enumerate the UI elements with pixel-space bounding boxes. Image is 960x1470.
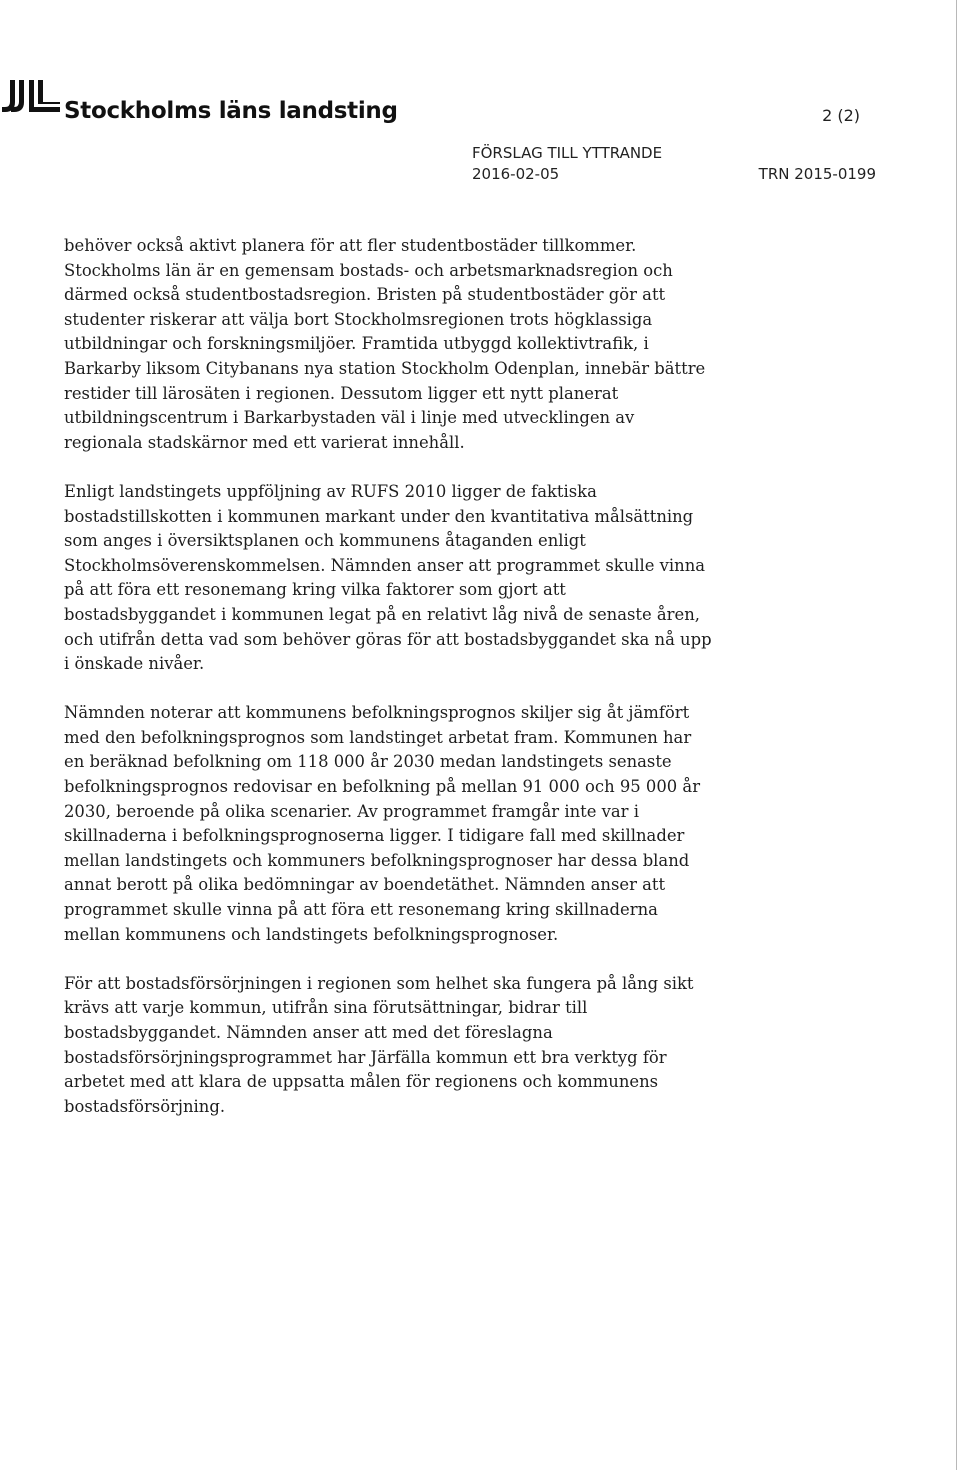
document-body <box>64 234 714 1144</box>
page-edge-line <box>956 0 957 1470</box>
page-number: 2 (2) <box>822 106 860 125</box>
paragraph: Enligt landstingets uppföljning av RUFS 2010 ligger de faktiska bostadstillskotten i kommunen markant under den kvantitativa målsättning som anges i översiktsplanen och kommunens åtaganden enligt Stockholmsöverenskommelsen. Nämnden anser att programmet skulle vinna på att föra ett resonemang kring vilka faktorer som gjort att bostadsbyggandet i kommunen legat på en relativt låg nivå de senaste åren, och utifrån detta vad som behöver göras för att bostadsbyggandet ska nå upp i önskade nivåer. <box>64 481 712 674</box>
paragraph: Nämnden noterar att kommunens befolkningsprognos skiljer sig åt jämfört med den befolkningsprognos som landstinget arbetat fram. Kommunen har en beräknad befolkning om 118 000 år 2030 medan landstingets senaste befolkningsprognos redovisar en befolkning på mellan 91 000 och 95 000 år 2030, beroende på olika scenarier. Av programmet framgår inte var i skillnaderna i befolkningsprognoserna ligger. I tidigare fall med skillnader mellan landstingets och kommuners befolkningsprognoser har dessa bland annat berott på olika bedömningar av boendetäthet. Nämnden anser att programmet skulle vinna på att föra ett resonemang kring skillnaderna mellan kommunens och landstingets befolkningsprognoser. <box>64 703 701 944</box>
paragraph: För att bostadsförsörjningen i regionen som helhet ska fungera på lång sikt krävs att varje kommun, utifrån sina förutsättningar, bidrar till bostadsbyggandet. Nämnden anser att med det föreslagna bostadsförsörjningsprogrammet har Järfälla kommun ett bra verktyg för arbetet med att klara de uppsatta målen för regionens och kommunens bostadsförsörjning. <box>64 973 694 1116</box>
sll-jl-logo-icon <box>2 78 60 114</box>
document-type: FÖRSLAG TILL YTTRANDE <box>472 144 663 162</box>
paragraph: behöver också aktivt planera för att fler studentbostäder tillkommer. Stockholms län är en gemensam bostads- och arbetsmarknadsregion och därmed också studentbostadsregion. Bristen på studentbostäder gör att studenter riskerar att välja bort Stockholmsregionen trots högklassiga utbildningar och forskningsmiljöer. Framtida utbyggd kollektivtrafik, i Barkarby liksom Citybanans nya station Stockholm Odenplan, innebär bättre restider till lärosäten i regionen. Dessutom ligger ett nytt planerat utbildningscentrum i Barkarbystaden väl i linje med utvecklingen av regionala stadskärnor med ett varierat innehåll. <box>64 236 706 452</box>
document-date: 2016-02-05 <box>472 165 560 183</box>
organization-name: Stockholms läns landsting <box>64 98 398 124</box>
document-reference: TRN 2015-0199 <box>758 165 876 183</box>
document-header <box>0 72 960 212</box>
